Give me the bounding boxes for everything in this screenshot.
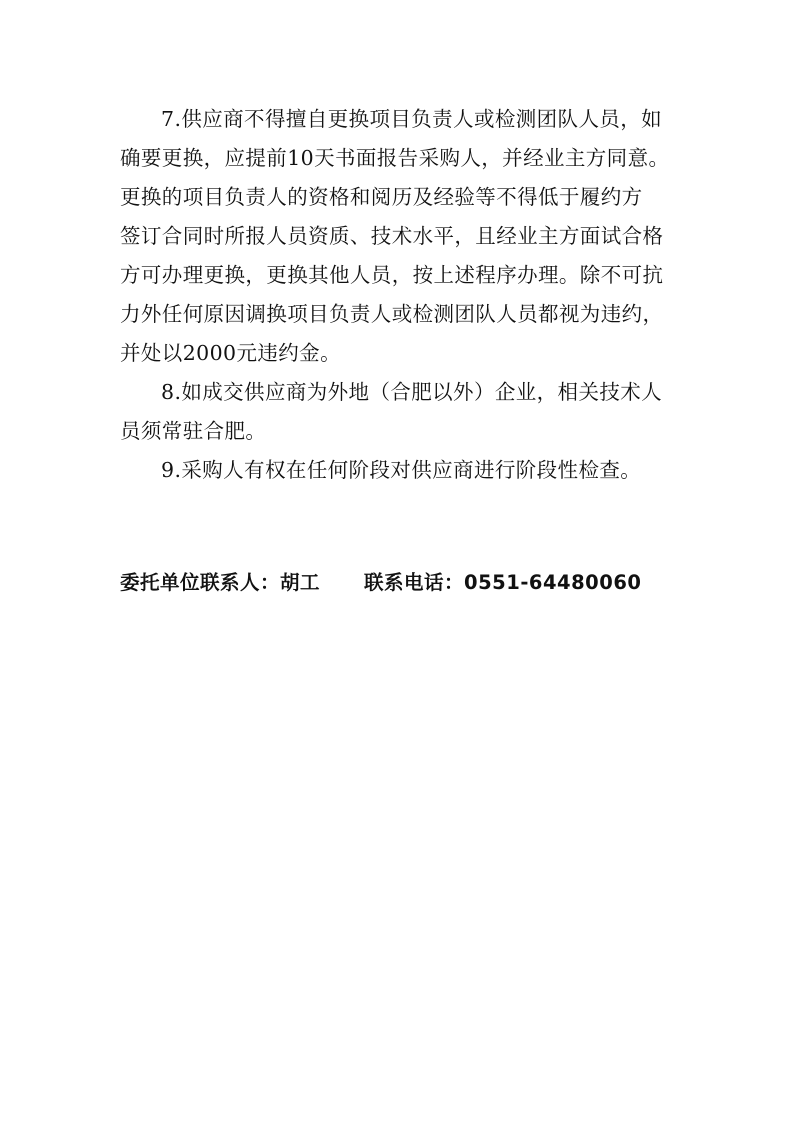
paragraph-line: 力外任何原因调换项目负责人或检测团队人员都视为违约， (120, 302, 664, 326)
paragraph-9 (120, 451, 675, 490)
paragraph-line: 更换的项目负责人的资格和阅历及经验等不得低于履约方 (120, 185, 643, 209)
paragraph-8 (120, 373, 675, 451)
paragraph-line: 9.采购人有权在任何阶段对供应商进行阶段性检查。 (161, 458, 642, 482)
paragraph-line: 员须常驻合肥。 (120, 419, 267, 443)
paragraph-line: 8.如成交供应商为外地（合肥以外）企业，相关技术人 (161, 380, 663, 404)
paragraph-line: 并处以2000元违约金。 (120, 341, 341, 365)
paragraph-line: 签订合同时所报人员资质、技术水平，且经业主方面试合格 (120, 224, 664, 248)
contact-person-label: 委托单位联系人： (120, 571, 281, 594)
paragraph-line: 方可办理更换，更换其他人员，按上述程序办理。除不可抗 (120, 263, 664, 287)
contact-phone-number: 0551-64480060 (464, 571, 642, 594)
paragraph-7 (120, 100, 675, 373)
contact-line (120, 568, 641, 598)
document-body (120, 100, 675, 490)
contact-person-name: 胡工 (280, 571, 321, 594)
paragraph-line: 确要更换，应提前10天书面报告采购人，并经业主方同意。 (120, 146, 670, 170)
contact-phone-label: 联系电话： (364, 571, 465, 594)
paragraph-line: 7.供应商不得擅自更换项目负责人或检测团队人员，如 (161, 107, 663, 131)
